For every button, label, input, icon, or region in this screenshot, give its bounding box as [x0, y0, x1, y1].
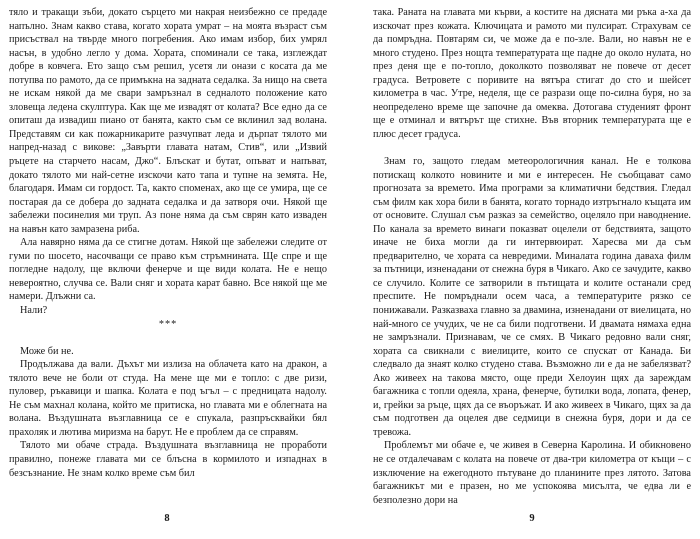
- right-page: [373, 6, 691, 506]
- paragraph: Може би не.: [20, 345, 74, 357]
- paragraph: Тялото ми обаче страда. Въздушната възглавница не проработи правилно, понеже главата ми се блъсна в кормилото и изпаднах в безсъзнание. Не знам колко време съм бил: [9, 440, 327, 479]
- paragraph: така. Раната на главата ми кърви, а костите на дясната ми ръка а-ха да изскочат през кожата. Ключицата и рамото ми пулсират. Страхувам се да помръдна. Повтарям си, че може да е по-зле. Вали, но навън не е много студено. През нощта температурата ще падне до около нулата, но през деня ще е по-топло, доколкото позволяват не повече от десет градуса. Ветровете с поривите на вятъра стигат до сто и шейсет километра в час. Утре, неделя, ще се разрази още по-силна буря, но за неопределено време ще започне да омеква. Дотогава студеният фронт ще е отминал и вятърът ще стихне. Във вторник температурата ще е плюс десет градуса.: [373, 7, 691, 140]
- paragraph: Продължава да вали. Дъхът ми излиза на облачета като на дракон, а тялото вече не боли от студа. На мене ще ми е топло: с две ризи, пуловер, ръкавици и шапка. Колата е под ъгъл – с предницата надолу. Не съм махнал колана, който ме притиска, но главата ми е облегната на волана. Въздушната възглавница се е спукала, разпръсквайки бял прахоляк и лютива миризма на барут. Не е проблем да се справям.: [9, 359, 327, 438]
- left-page: [9, 6, 327, 506]
- section-separator: ***: [158, 318, 178, 330]
- paragraph: Ала навярно няма да се стигне дотам. Някой ще забележи следите от гуми по шосето, насочващи се право към стръмнината. Ще спре и ще погледне надолу, ще включи фенерче и ще види колата. Не е нещо невероятно, случва се. Вали сняг и хората карат бавно. Все някой ще ме намери. Длъжни са.: [9, 237, 327, 303]
- section-gap: [9, 331, 327, 345]
- page-number-right: 9: [529, 513, 535, 524]
- section-gap: [373, 141, 691, 155]
- paragraph: Знам го, защото гледам метеорологичния канал. Не е толкова потискащ колкото новините и ми е интересен. Не съобщават само прогнозата за времето. Има програми за климатични бедствия. Гледал съм филм как хора били в банята, когато торнадо изтръгнало къщата им от основите. Слушал съм разказ за семейство, оцеляло при наводнение. По канала за времето винаги показват оцелели от бедствията, защото иначе не биха могли да ги интервюират. Харесва ми да съм предварително, че хората са невредими. Миналата година даваха филм за пътници, изненадани от снежна буря в Чикаго. Ако се зачудите, какво се случило. Колите се затворили в пътищата и колите останали сред преспите. Не помръднали осем часа, а температурите рязко се понижавали. Разказваха главно за двамина, изненадани от виелицата, но най-много се учудих, че не са били подготвени. И двамата нямаха една не замръзнали. Признавам, че се смях. В Чикаго редовно вали сняг, хората са свикнали с виелиците, които се спускат от Канада. Би следвало да знаят колко студено става. Възможно ли е да не забелязват? Ако живеех на такова място, още преди Хелоуин щях да зареждам багажника с топли одеяла, храна, фенерче, бутилки вода, лопата, фенер, и, грейки за ръце, щях да се въоръжат. И ако живеех в Чикаго, щях за да съм подготвен да оцелея две седмици в снежна буря, дори и да се тревожа.: [373, 155, 691, 438]
- page-number-left: 8: [164, 513, 170, 524]
- paragraph: Проблемът ми обаче е, че живея в Северна Каролина. И обикновено не се отдалечавам с колата на повече от два-три километра от къщи – с изключение на ежегодното пътуване до планините през лятото. Затова багажникът ми е празен, но ме успокоява мисълта, че едва ли е безполезно дори на: [373, 440, 691, 506]
- paragraph: тяло и тракащи зъби, докато сърцето ми накрая неизбежно се предаде напълно. Знам какво става, когато хората умрат – на моята възраст съм присъствал на твърде много погребения. Ако имам избор, бих умрял насън, в удобно легло у дома. Хората, споминали се така, изглеждат добре в ковчега. Ето защо съм решил, усетя ли онази с косата да ме потупва по рамото, да се примъкна на задната седалка. За нищо на света не искам някой да ме свари замръзнал в седналото положение като зловеща ледена скулптура. Как ще ме извадят от колата? Все едно да се опиташ да извадиш пиано от банята, както съм се вклинил зад волана. Представям си как пожарникарите разчупват леда и дърпат тялото ми напред-назад с викове: „Завърти главата натам, Стив“, или „Извий ръцете на старчето насам, Джо“. Блъскат и бутат, опъват и напъват, докато тялото ми най-сетне изскочи като тапа и тупне на земята. Не, благодаря. Имам си гордост. Та, както споменах, ако ще се умира, ще се постарая да се добера до задната седалка и да затворя очи. Някой ще забележи посинелия ми труп. Аз поне няма да съм сврян като изваден на навън като замразена риба.: [9, 7, 327, 235]
- paragraph: Нали?: [20, 305, 48, 317]
